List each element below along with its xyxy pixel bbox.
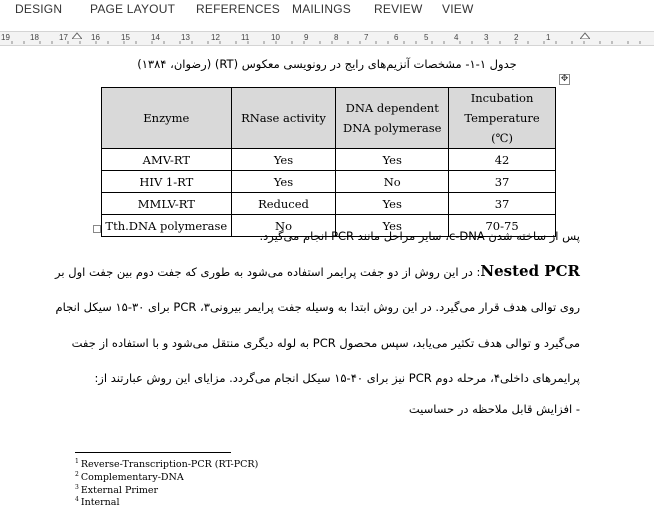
tab-mailings[interactable]: MAILINGS [292,2,351,16]
footnote-separator [75,452,231,453]
header-rnase-activity: RNase activity [231,88,336,149]
table-move-icon[interactable]: ✥ [560,74,569,84]
tab-design[interactable]: DESIGN [15,2,63,16]
ruler-number: 2 [514,33,519,42]
header-dna-polymerase [336,88,449,149]
ruler-number: 11 [241,33,250,42]
table-cell: No [336,171,449,193]
footnote [75,471,184,483]
table-cell: Yes [231,171,336,193]
table-cell: Yes [336,193,449,215]
header-temp-line2: Temperature (℃) [464,111,540,145]
footnote [75,496,120,508]
table-cell: Reduced [231,193,336,215]
tab-view[interactable]: VIEW [442,2,474,16]
table-cell: HIV 1-RT [102,171,232,193]
ruler-number: 10 [271,33,280,42]
table-cell: AMV-RT [102,149,232,171]
table-header-row [102,88,556,149]
footnote [75,484,158,496]
table-caption: جدول ۱-۱- مشخصات آنزیم‌های رایج در رونویسی معکوس (RT) (رضوان، ۱۳۸۴) [137,57,517,71]
paragraph-line-1 [55,262,580,280]
tab-review[interactable]: REVIEW [374,2,423,16]
ribbon-tab-bar [0,0,654,20]
footnote-text: Reverse-Transcription-PCR (RT-PCR) [80,459,259,470]
ruler-number: 15 [121,33,130,42]
bullet-item: - افزایش قابل ملاحظه در حساسیت [408,402,580,416]
paragraph-line-2: روی توالی هدف قرار می‌گیرد. در این روش ابتدا به وسیله جفت پرایمر بیرونی۳، PCR برای ۳۰-۱۵ سیکل انجام [55,300,580,314]
ruler-number: 9 [304,33,309,42]
enzyme-table [101,87,556,237]
paragraph-line-4: پرایمرهای داخلی۴، مرحله دوم PCR نیز برای ۴۰-۱۵ سیکل انجام می‌گردد. مزایای این روش عبارتند از: [94,371,580,385]
ruler-number: 16 [91,33,100,42]
table-cell: No [231,215,336,237]
table-cell: Yes [336,215,449,237]
table-resize-icon[interactable] [93,225,101,233]
ruler-number: 6 [394,33,399,42]
ruler-number: 8 [334,33,339,42]
ruler-number: 3 [484,33,489,42]
paragraph-line-1-text: : در این روش از دو جفت پرایمر استفاده می‌شود به طوری که جفت دوم بین جفت اول بر [55,265,481,279]
ruler-number: 18 [30,33,39,42]
table-cell: 37 [449,171,556,193]
header-temperature [449,88,556,149]
after-table-text: پس از ساخته شدن c-DNA، سایر مراحل مانند PCR انجام می‌گیرد. [259,229,580,243]
horizontal-ruler[interactable] [0,31,654,46]
ruler-number: 17 [59,33,68,42]
footnote-number: 3 [75,484,79,491]
ruler-number: 7 [364,33,369,42]
table-row [102,149,556,171]
table-cell: Yes [231,149,336,171]
footnote-number: 2 [75,471,79,478]
right-indent-marker[interactable] [72,32,82,39]
nested-pcr-title: Nested PCR [480,262,580,280]
ruler-number: 14 [151,33,160,42]
header-temp-line1: Incubation [470,91,534,105]
ruler-number: 19 [1,33,10,42]
table-cell: Yes [336,149,449,171]
table-cell: MMLV-RT [102,193,232,215]
footnote [75,458,258,470]
table-row [102,171,556,193]
table-cell: 70-75 [449,215,556,237]
header-dna-line2: DNA polymerase [343,121,442,135]
footnote-number: 1 [75,458,79,465]
paragraph-line-3: می‌گیرد و توالی هدف تکثیر می‌یابد، سپس محصول PCR به لوله دیگری منتقل می‌شود و با استفاده از جفت [71,336,580,350]
header-dna-line1: DNA dependent [345,101,439,115]
left-indent-marker[interactable] [580,32,590,39]
ruler-number: 4 [454,33,459,42]
table-cell: 42 [449,149,556,171]
footnote-text: External Primer [80,485,159,496]
table-cell: 37 [449,193,556,215]
ruler-number: 12 [211,33,220,42]
footnote-text: Complementary-DNA [80,472,184,483]
footnote-text: Internal [80,497,120,508]
ruler-number: 13 [181,33,190,42]
ruler-number: 1 [546,33,551,42]
tab-page-layout[interactable]: PAGE LAYOUT [90,2,176,16]
header-enzyme: Enzyme [102,88,232,149]
ruler-number: 5 [424,33,429,42]
footnote-number: 4 [75,496,79,503]
table-row [102,193,556,215]
table-cell: Tth.DNA polymerase [102,215,232,237]
tab-references[interactable]: REFERENCES [196,2,281,16]
